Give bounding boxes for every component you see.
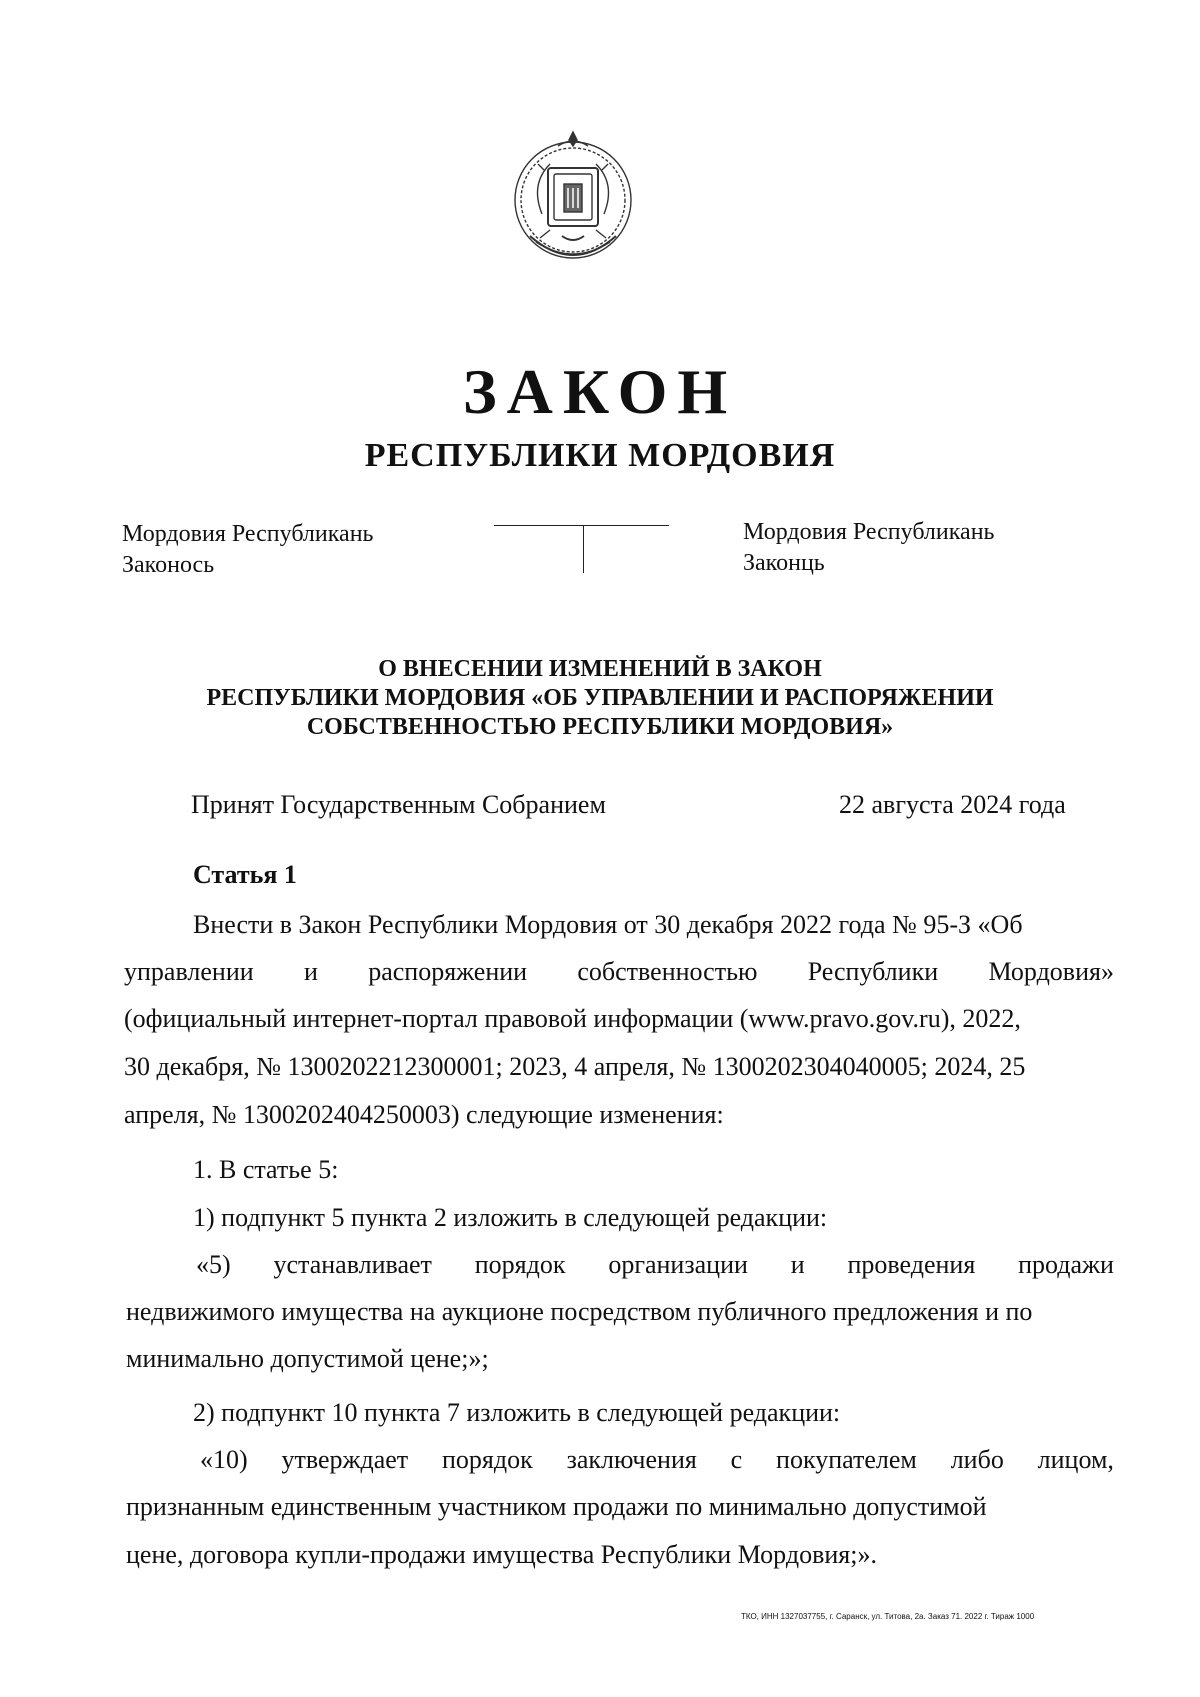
word: либо: [950, 1445, 1004, 1474]
heading-line: РЕСПУБЛИКИ МОРДОВИЯ «ОБ УПРАВЛЕНИИ И РАСПОРЯЖЕНИИ: [206, 685, 994, 711]
adopted-by: Принят Государственным Собранием: [191, 790, 606, 819]
word: управлении: [124, 957, 254, 986]
heading-line: О ВНЕСЕНИИ ИЗМЕНЕНИЙ В ЗАКОН: [378, 656, 822, 682]
word: и: [790, 1250, 805, 1279]
right-block-line: Законць: [743, 550, 825, 576]
left-block-line: Мордовия Республикань: [122, 521, 374, 547]
law-subtitle: РЕСПУБЛИКИ МОРДОВИЯ: [364, 437, 836, 474]
quote-line-justified: [196, 1250, 1114, 1280]
quote-line: признанным единственным участником продажи по минимально допустимой: [126, 1492, 987, 1521]
subitem-line: 2) подпункт 10 пункта 7 изложить в следующей редакции:: [193, 1398, 841, 1427]
right-block-line: Мордовия Республикань: [743, 519, 995, 545]
word: Республики: [807, 957, 939, 986]
word: «5): [196, 1250, 231, 1279]
quote-line: минимально допустимой цене;»;: [126, 1344, 489, 1373]
word: продажи: [1018, 1250, 1114, 1279]
left-block: [122, 519, 373, 581]
word: распоряжении: [368, 957, 528, 986]
number-field-divider: [583, 525, 584, 573]
footer-print-info: ТКО, ИНН 1327037755, г. Саранск, ул. Титова, 2а. Заказ 71. 2022 г. Тираж 1000: [741, 1612, 1035, 1621]
word: организации: [608, 1250, 748, 1279]
adopted-date: 22 августа 2024 года: [839, 790, 1066, 819]
word: лицом,: [1037, 1445, 1114, 1474]
heading-line: СОБСТВЕННОСТЬЮ РЕСПУБЛИКИ МОРДОВИЯ»: [306, 714, 894, 740]
word: порядок: [474, 1250, 566, 1279]
quote-line: недвижимого имущества на аукционе посредством публичного предложения и по: [126, 1297, 1033, 1326]
quote-line-justified: [200, 1445, 1114, 1475]
coat-of-arms-emblem: [510, 124, 636, 272]
word: порядок: [442, 1445, 533, 1474]
word: Мордовия»: [988, 957, 1114, 986]
paragraph-line-justified: [124, 957, 1114, 987]
left-block-line: Законось: [122, 552, 215, 578]
law-title: ЗАКОН: [462, 356, 738, 427]
paragraph-line: 30 декабря, № 1300202212300001; 2023, 4 апреля, № 1300202304040005; 2024, 25: [124, 1052, 1026, 1081]
subitem-line: 1) подпункт 5 пункта 2 изложить в следующей редакции:: [193, 1203, 828, 1232]
word: покупателем: [776, 1445, 917, 1474]
item-line: 1. В статье 5:: [193, 1155, 339, 1184]
paragraph-line: Внести в Закон Республики Мордовия от 30 декабря 2022 года № 95-З «Об: [193, 910, 1023, 939]
word: проведения: [847, 1250, 976, 1279]
paragraph-line: апреля, № 1300202404250003) следующие изменения:: [124, 1100, 724, 1129]
word: и: [303, 957, 318, 986]
word: собственностью: [577, 957, 758, 986]
article-title: Статья 1: [193, 860, 297, 889]
paragraph-line: (официальный интернет-портал правовой информации (www.pravo.gov.ru), 2022,: [124, 1004, 1021, 1033]
right-block: [743, 517, 994, 579]
number-field-line: [494, 525, 669, 526]
word: устанавливает: [273, 1250, 432, 1279]
word: утверждает: [281, 1445, 409, 1474]
law-heading: [0, 655, 1200, 742]
word: «10): [200, 1445, 248, 1474]
word: заключения: [566, 1445, 697, 1474]
word: с: [730, 1445, 743, 1474]
quote-line: цене, договора купли-продажи имущества Республики Мордовия;».: [126, 1540, 877, 1569]
